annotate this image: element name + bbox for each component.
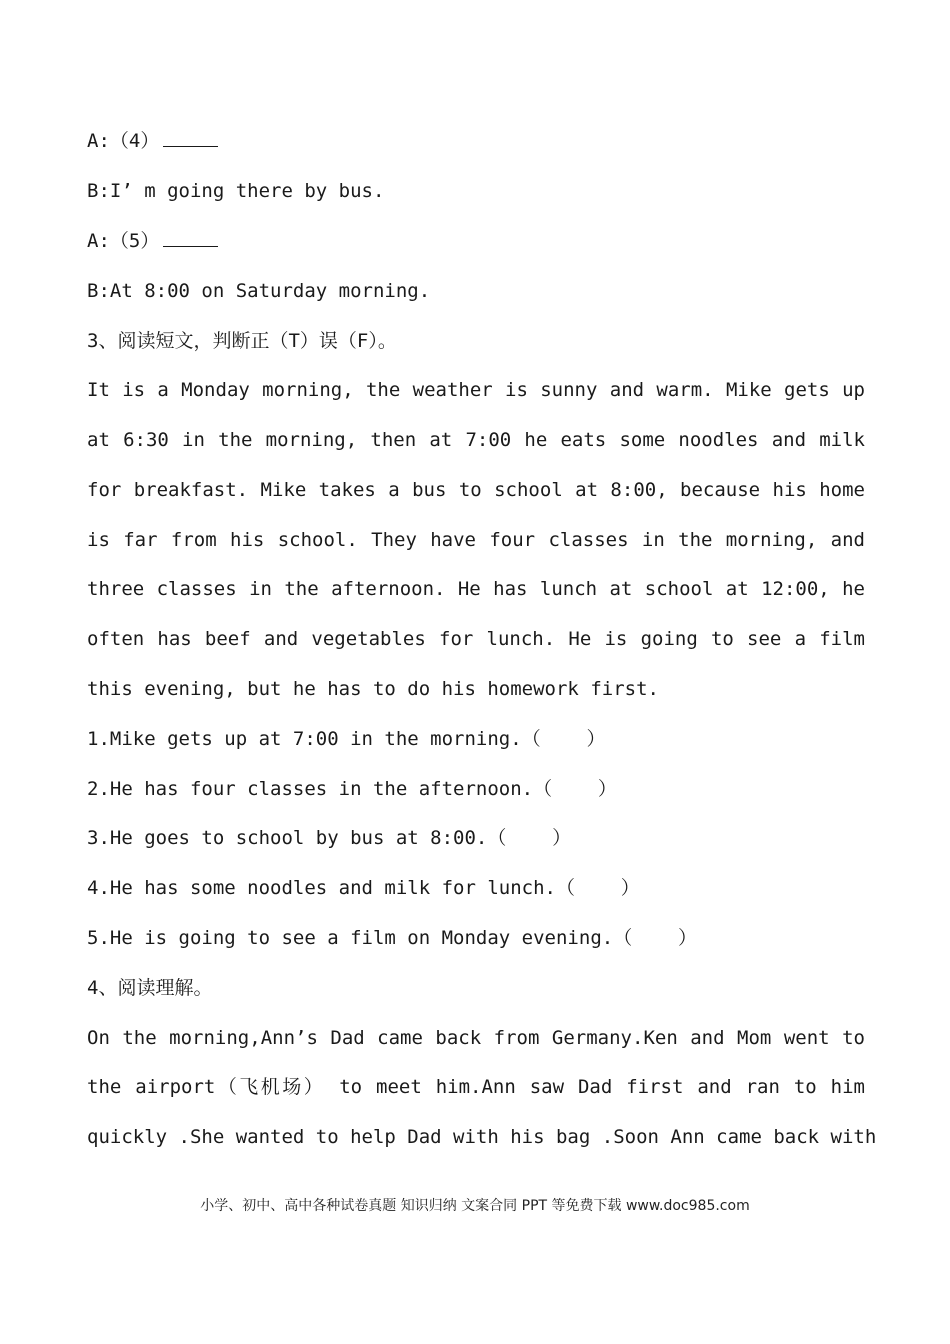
passage-4-line: On the morning,Ann’s Dad came back from Germany.Ken and Mom went to bbox=[87, 1027, 865, 1049]
passage-3-line: It is a Monday morning, the weather is sunny and warm. Mike gets up bbox=[87, 379, 865, 401]
tf-question-text: 2.He has four classes in the afternoon. bbox=[87, 778, 534, 800]
dialogue-a4-label: A:（4） bbox=[87, 130, 160, 152]
passage-4-line: the airport（飞机场） to meet him.Ann saw Dad first and ran to him bbox=[87, 1076, 865, 1098]
dialogue-b4: B:I’ m going there by bus. bbox=[87, 180, 385, 202]
passage-3-line: three classes in the afternoon. He has lunch at school at 12:00, he bbox=[87, 578, 865, 600]
passage-3-line: for breakfast. Mike takes a bus to school at 8:00, because his home bbox=[87, 479, 865, 501]
passage-3-line: this evening, but he has to do his homework first. bbox=[87, 678, 659, 700]
passage-3-line: at 6:30 in the morning, then at 7:00 he eats some noodles and milk bbox=[87, 429, 865, 451]
dialogue-a4 bbox=[87, 128, 865, 154]
answer-blank-4[interactable] bbox=[163, 130, 218, 147]
tf-question-text: 5.He is going to see a film on Monday evening. bbox=[87, 927, 614, 949]
tf-answer-paren[interactable]: （ ） bbox=[556, 877, 640, 899]
section-4-heading: 4、阅读理解。 bbox=[87, 977, 213, 999]
answer-blank-5[interactable] bbox=[163, 230, 218, 247]
tf-answer-paren[interactable]: （ ） bbox=[533, 778, 617, 800]
tf-question-3 bbox=[87, 825, 865, 851]
tf-answer-paren[interactable]: （ ） bbox=[487, 827, 572, 849]
passage-4-line: quickly .She wanted to help Dad with his bag .Soon Ann came back with bbox=[87, 1126, 877, 1148]
tf-question-5 bbox=[87, 925, 865, 951]
tf-question-text: 4.He has some noodles and milk for lunch. bbox=[87, 877, 556, 899]
page-footer: 小学、初中、高中各种试卷真题 知识归纳 文案合同 PPT 等免费下载 www.doc985.com bbox=[200, 1198, 750, 1214]
tf-answer-paren[interactable]: （ ） bbox=[521, 728, 606, 750]
tf-question-text: 3.He goes to school by bus at 8:00. bbox=[87, 827, 488, 849]
passage-3-line: is far from his school. They have four classes in the morning, and bbox=[87, 529, 865, 551]
dialogue-a5-label: A:（5） bbox=[87, 230, 160, 252]
tf-question-4 bbox=[87, 875, 865, 901]
tf-answer-paren[interactable]: （ ） bbox=[613, 927, 697, 949]
dialogue-b5: B:At 8:00 on Saturday morning. bbox=[87, 280, 431, 302]
section-3-heading: 3、阅读短文，判断正（T）误（F）。 bbox=[87, 330, 397, 352]
passage-3-line: often has beef and vegetables for lunch. He is going to see a film bbox=[87, 628, 865, 650]
dialogue-a5 bbox=[87, 228, 865, 254]
tf-question-text: 1.Mike gets up at 7:00 in the morning. bbox=[87, 728, 522, 750]
tf-question-2 bbox=[87, 776, 865, 802]
tf-question-1 bbox=[87, 726, 865, 752]
